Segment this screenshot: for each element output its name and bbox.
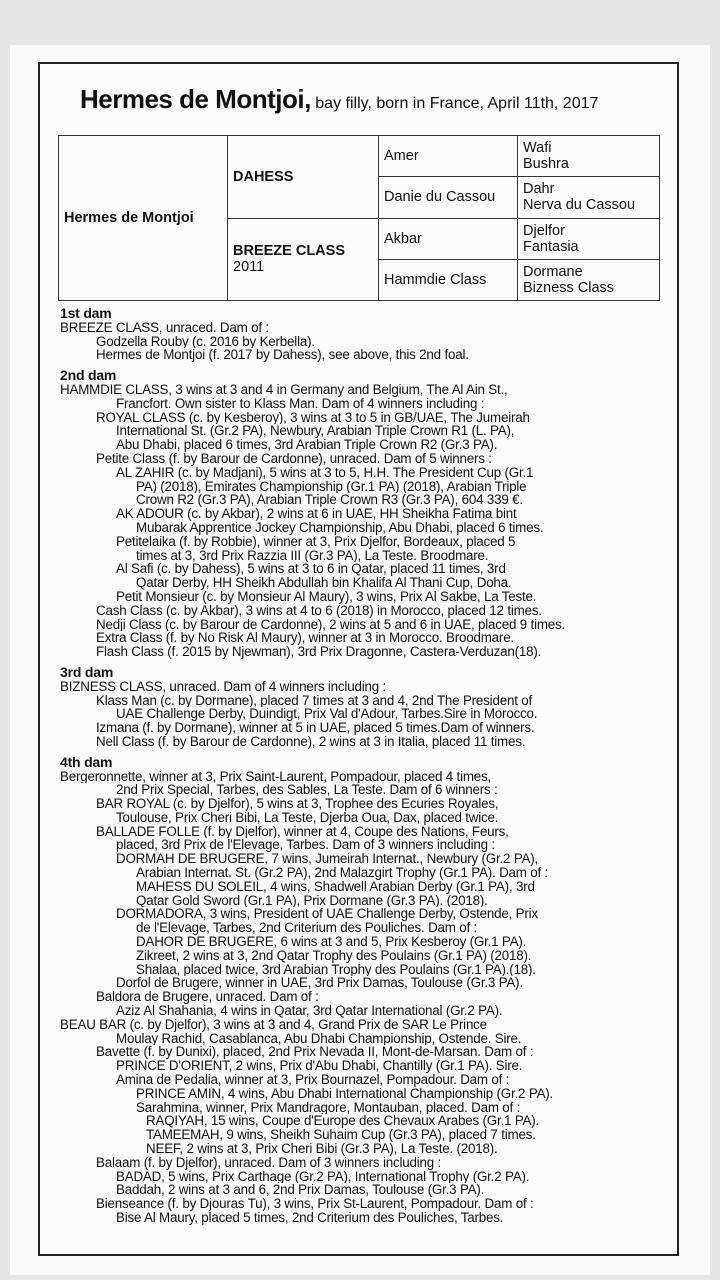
record-line: de l'Elevage, Tarbes, 2nd Criterium des Pouliches. Dam of : — [136, 921, 478, 936]
record-line: Al Safi (c. by Dahess), 5 wins at 3 to 6 in Qatar, placed 11 times, 3rd — [116, 562, 506, 577]
record-line: Extra Class (f. by No Risk Al Maury), winner at 3 in Morocco. Broodmare. — [96, 631, 514, 646]
record-line: Nell Class (f. by Barour de Cardonne), 2 wins at 3 in Italia, placed 11 times. — [96, 734, 526, 749]
produce-record — [60, 307, 670, 1225]
record-line: Crown R2 (Gr.3 PA), Arabian Triple Crown R3 (Gr.3 PA), 604 339 €. — [136, 493, 523, 508]
record-line: Balaam (f. by Djelfor), unraced. Dam of 3 winners including : — [96, 1155, 442, 1170]
record-line: BADAD, 5 wins, Prix Carthage (Gr.2 PA), International Trophy (Gr.2 PA). — [116, 1169, 530, 1184]
section-heading: 3rd dam — [60, 663, 114, 680]
record-line: Abu Dhabi, placed 6 times, 3rd Arabian Triple Crown R2 (Gr.3 PA). — [116, 438, 498, 452]
dam-section — [60, 369, 670, 659]
record-line: times at 3, 3rd Prix Razzia III (Gr.3 PA), La Teste. Broodmare. — [136, 548, 489, 563]
sire-name: DAHESS — [233, 168, 294, 185]
record-line: Petit Monsieur (c. by Monsieur Al Maury), 3 wins, Prix Al Sakbe, La Teste. — [116, 589, 537, 604]
pedigree-g3-name: Bizness Class — [523, 279, 615, 296]
pedigree-table — [58, 135, 660, 301]
record-line: Bise Al Maury, placed 5 times, 2nd Criterium des Pouliches, Tarbes. — [116, 1211, 504, 1225]
record-line: ROYAL CLASS (c. by Kesberoy), 3 wins at 3 to 5 in GB/UAE, The Jumeirah — [96, 410, 530, 425]
record-line: Moulay Rachid, Casablanca, Abu Dhabi Championship, Ostende. Sire. — [116, 1031, 522, 1046]
pedigree-g3-name: Nerva du Cassou — [523, 197, 636, 214]
record-line: Klass Man (c. by Dormane), placed 7 times at 3 and 4, 2nd The President of — [96, 693, 533, 708]
record-line: DAHOR DE BRUGERE, 6 wins at 3 and 5, Prix Kesberoy (Gr.1 PA). — [136, 935, 527, 949]
pedigree-g3-cell-3 — [518, 218, 660, 259]
pedigree-g3-name: Dahr — [523, 181, 555, 198]
record-line: Bavette (f. by Dunixi), placed, 2nd Prix Nevada II, Mont-de-Marsan. Dam of : — [96, 1045, 534, 1060]
record-line: Nedji Class (c. by Barour de Cardonne), 2 wins at 5 and 6 in UAE, placed 9 times. — [96, 617, 566, 632]
record-line: Qatar Gold Sword (Gr.1 PA), Prix Dormane (Gr.3 PA). (2018). — [136, 893, 488, 908]
record-line: Francfort. Own sister to Klass Man. Dam of 4 winners including : — [116, 396, 485, 411]
pedigree-dam — [228, 218, 379, 301]
pedigree-g3-name: Dormane — [523, 263, 583, 280]
pedigree-sire-sire: Amer — [379, 136, 518, 177]
record-line: Qatar Derby, HH Sheikh Abdullah bin Khalifa Al Thani Cup, Doha. — [136, 576, 512, 590]
record-line: Cash Class (c. by Akbar), 3 wins at 4 to 6 (2018) in Morocco, placed 12 times. — [96, 603, 542, 618]
record-line: AL ZAHIR (c. by Madjani), 5 wins at 3 to 5, H.H. The President Cup (Gr.1 — [116, 465, 534, 480]
record-line: HAMMDIE CLASS, 3 wins at 3 and 4 in Germany and Belgium, The Al Ain St., — [60, 382, 508, 397]
pedigree-dam-dam: Hammdie Class — [379, 259, 518, 300]
record-line: Bienseance (f. by Djouras Tu), 3 wins, Prix St-Laurent, Pompadour. Dam of : — [96, 1197, 534, 1211]
page-title — [80, 84, 680, 115]
section-heading: 1st dam — [60, 305, 112, 321]
record-line: Shalaa, placed twice, 3rd Arabian Trophy des Poulains (Gr.1 PA).(18). — [136, 962, 536, 977]
record-line: Arabian Internat. St. (Gr.2 PA), 2nd Malazgirt Trophy (Gr.1 PA). Dam of : — [136, 866, 549, 880]
record-line: BALLADE FOLLE (f. by Djelfor), winner at 4, Coupe des Nations, Feurs, — [96, 824, 509, 839]
record-line: Zikreet, 2 wins at 3, 2nd Qatar Trophy des Poulains (Gr.1 PA) (2018). — [136, 948, 532, 963]
record-line: Mubarak Apprentice Jockey Championship, Abu Dhabi, placed 6 times. — [136, 520, 544, 535]
record-line: Hermes de Montjoi (f. 2017 by Dahess), see above, this 2nd foal. — [96, 348, 469, 363]
record-line: Bergeronnette, winner at 3, Prix Saint-Laurent, Pompadour, placed 4 times, — [60, 769, 492, 784]
record-line: BIZNESS CLASS, unraced. Dam of 4 winners including : — [60, 679, 387, 694]
record-line: International St. (Gr.2 PA), Newbury, Arabian Triple Crown R1 (L. PA), — [116, 424, 515, 439]
pedigree-g3-cell-1 — [518, 136, 660, 177]
section-heading: 2nd dam — [60, 367, 117, 384]
record-line: AK ADOUR (c. by Akbar), 2 wins at 6 in UAE, HH Sheikha Fatima bint — [116, 507, 517, 521]
record-line: Dorfol de Brugere, winner in UAE, 3rd Prix Damas, Toulouse (Gr.3 PA). — [116, 976, 523, 991]
record-line: Flash Class (f. 2015 by Njewman), 3rd Prix Dragonne, Castera-Verduzan(18). — [96, 645, 542, 659]
pedigree-g3-cell-4 — [518, 259, 660, 300]
horse-description: bay filly, born in France, April 11th, 2017 — [315, 95, 599, 112]
record-line: 2nd Prix Special, Tarbes, des Sables, La Teste. Dam of 6 winners : — [116, 783, 498, 798]
record-line: placed, 3rd Prix de l'Elevage, Tarbes. Dam of 3 winners including : — [116, 838, 495, 853]
record-line: Aziz Al Shahania, 4 wins in Qatar, 3rd Qatar International (Gr.2 PA). — [116, 1004, 503, 1018]
record-line: Petite Class (f. by Barour de Cardonne), unraced. Dam of 5 winners : — [96, 451, 492, 466]
record-line: TAMEEMAH, 9 wins, Sheikh Suhaim Cup (Gr.3 PA), placed 7 times. — [146, 1128, 536, 1143]
pedigree-g3-name: Fantasia — [523, 238, 579, 255]
record-line: Petitelaika (f. by Robbie), winner at 3, Prix Djelfor, Bordeaux, placed 5 — [116, 534, 516, 549]
record-line: DORMAH DE BRUGERE, 7 wins, Jumeirah Internat., Newbury (Gr.2 PA), — [116, 852, 539, 867]
record-line: BREEZE CLASS, unraced. Dam of : — [60, 320, 269, 335]
record-line: Godzella Rouby (c. 2016 by Kerbella). — [96, 334, 315, 349]
pedigree-subject: Hermes de Montjoi — [59, 136, 228, 301]
record-line: MAHESS DU SOLEIL, 4 wins, Shadwell Arabian Derby (Gr.1 PA), 3rd — [136, 879, 535, 894]
record-line: Toulouse, Prix Cheri Bibi, La Teste, Djerba Oua, Dax, placed twice. — [116, 810, 499, 825]
record-line: PRINCE D'ORIENT, 2 wins, Prix d'Abu Dhabi, Chantilly (Gr.1 PA). Sire. — [116, 1059, 523, 1074]
pedigree-g3-name: Wafi — [523, 140, 552, 157]
record-line: RAQIYAH, 15 wins, Coupe d'Europe des Chevaux Arabes (Gr.1 PA). — [146, 1114, 540, 1129]
record-line: Amina de Pedalia, winner at 3, Prix Bournazel, Pompadour. Dam of : — [116, 1073, 510, 1087]
pedigree-sire — [228, 136, 379, 219]
record-line: UAE Challenge Derby, Duindigt, Prix Val d'Adour, Tarbes.Sire in Morocco. — [116, 707, 538, 722]
record-line: Baldora de Brugere, unraced. Dam of : — [96, 990, 319, 1005]
record-line: Baddah, 2 wins at 3 and 6, 2nd Prix Damas, Toulouse (Gr.3 PA). — [116, 1183, 485, 1198]
pedigree-sire-dam: Danie du Cassou — [379, 177, 518, 218]
record-line: Sarahmina, winner, Prix Mandragore, Montauban, placed. Dam of : — [136, 1100, 521, 1115]
record-line: BEAU BAR (c. by Djelfor), 3 wins at 3 and 4, Grand Prix de SAR Le Prince — [60, 1017, 487, 1032]
horse-name: Hermes de Montjoi, — [80, 84, 311, 114]
record-line: DORMADORA, 3 wins, President of UAE Challenge Derby, Ostende, Prix — [116, 907, 538, 922]
record-line: PA) (2018), Emirates Championship (Gr.1 PA) (2018), Arabian Triple — [136, 479, 527, 494]
section-heading: 4th dam — [60, 753, 113, 770]
record-line: Izmana (f. by Dormane), winner at 5 in UAE, placed 5 times.Dam of winners. — [96, 721, 535, 735]
dam-section — [60, 307, 670, 362]
record-line: NEEF, 2 wins at 3, Prix Cheri Bibi (Gr.3 PA), La Teste. (2018). — [146, 1142, 498, 1156]
dam-year: 2011 — [233, 259, 265, 276]
pedigree-dam-sire: Akbar — [379, 218, 518, 259]
record-line: PRINCE AMIN, 4 wins, Abu Dhabi International Championship (Gr.2 PA). — [136, 1086, 554, 1101]
record-line: BAR ROYAL (c. by Djelfor), 5 wins at 3, Trophee des Ecuries Royales, — [96, 797, 499, 811]
dam-name: BREEZE CLASS — [233, 243, 345, 260]
dam-section — [60, 753, 670, 1225]
pedigree-g3-cell-2 — [518, 177, 660, 218]
pedigree-g3-name: Djelfor — [523, 222, 565, 239]
dam-section — [60, 663, 670, 749]
pedigree-g3-name: Bushra — [523, 156, 569, 173]
